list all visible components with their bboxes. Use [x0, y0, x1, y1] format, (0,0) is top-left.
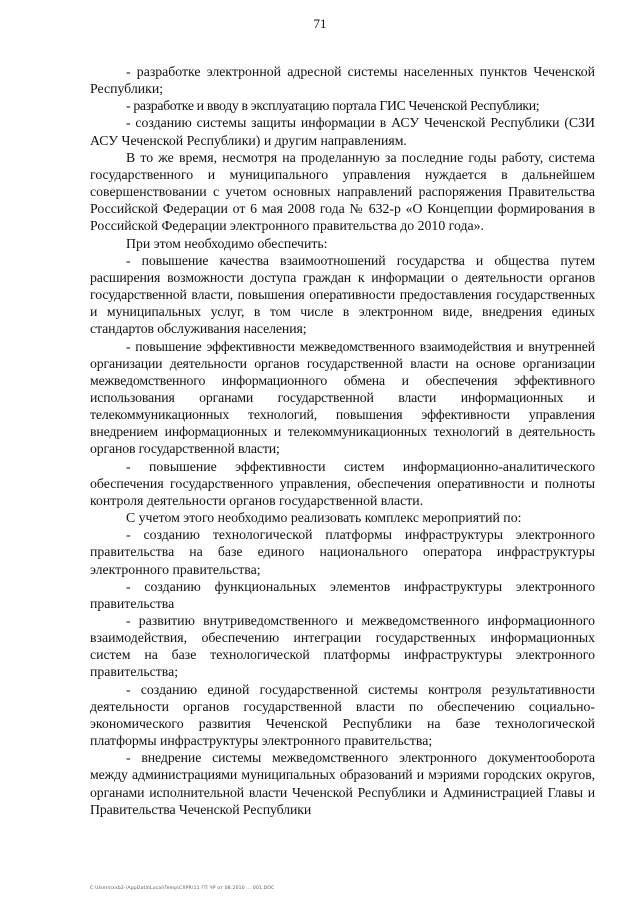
file-path-footer: С:\Users\xxb2-\AppData\Local\Temp\CXPR\11 ГП ЧР от 08.2010 ... 001.DOC — [90, 886, 275, 891]
paragraph: - созданию функциональных элементов инфраструктуры электронного правительства — [90, 578, 595, 611]
paragraph: - созданию единой государственной системы контроля результативности деятельности органов государственной власти по обеспечению социально-экономического развития Чеченской Республики на базе технологической платформы инфраструктуры электронного правительства; — [90, 681, 595, 749]
paragraph: - созданию технологической платформы инфраструктуры электронного правительства на базе единого национального оператора инфраструктуры электронного правительства; — [90, 527, 595, 577]
page-number: 71 — [313, 16, 327, 31]
paragraph: С учетом этого необходимо реализовать комплекс мероприятий по: — [126, 510, 522, 526]
document-body — [90, 63, 595, 818]
paragraph: - разработке электронной адресной системы населенных пунктов Чеченской Республики; — [90, 64, 595, 97]
paragraph: - разработке и вводу в эксплуатацию портала ГИС Чеченской Республики; — [126, 98, 540, 114]
paragraph: - созданию системы защиты информации в АСУ Чеченской Республики (СЗИ АСУ Чеченской Республики) и другим направлениям. — [90, 115, 595, 148]
paragraph: - развитию внутриведомственного и межведомственного информационного взаимодействия, обеспечению интеграции государственных информационных систем на базе технологической платформы инфраструктуры электронного правительства; — [90, 613, 595, 680]
paragraph: В то же время, несмотря на проделанную за последние годы работу, система государственного и муниципального управления нуждается в дальнейшем совершенствовании с учетом основных направлений распоряжения Правительства Российской Федерации от 6 мая 2008 года № 632-р «О Концепции формирования в Российской Федерации электронного правительства до 2010 года». — [90, 149, 595, 234]
paragraph: При этом необходимо обеспечить: — [126, 235, 328, 251]
paragraph: - внедрение системы межведомственного электронного документооборота между администрациями муниципальных образований и мэриями городских округов, органами исполнительной власти Чеченской Республики и Администрацией Главы и Правительства Чеченской Республики — [90, 750, 595, 817]
paragraph: - повышение эффективности систем информационно-аналитического обеспечения государственного управления, обеспечения оперативности и полноты контроля деятельности органов государственной власти. — [90, 458, 595, 508]
paragraph: - повышение эффективности межведомственного взаимодействия и внутренней организации деятельности органов государственной власти на основе организации межведомственного информационного обмена и обеспечения эффективного использования органами государственной власти информационных и телекоммуникационных технологий, повышения эффективности управления внедрением информационных и телекоммуникационных технологий в деятельность органов государственной власти; — [90, 338, 595, 457]
paragraph: - повышение качества взаимоотношений государства и общества путем расширения возможности доступа граждан к информации о деятельности органов государственной власти, повышения оперативности предоставления государственных и муниципальных услуг, в том числе в электронном виде, внедрения единых стандартов обслуживания населения; — [90, 252, 595, 337]
